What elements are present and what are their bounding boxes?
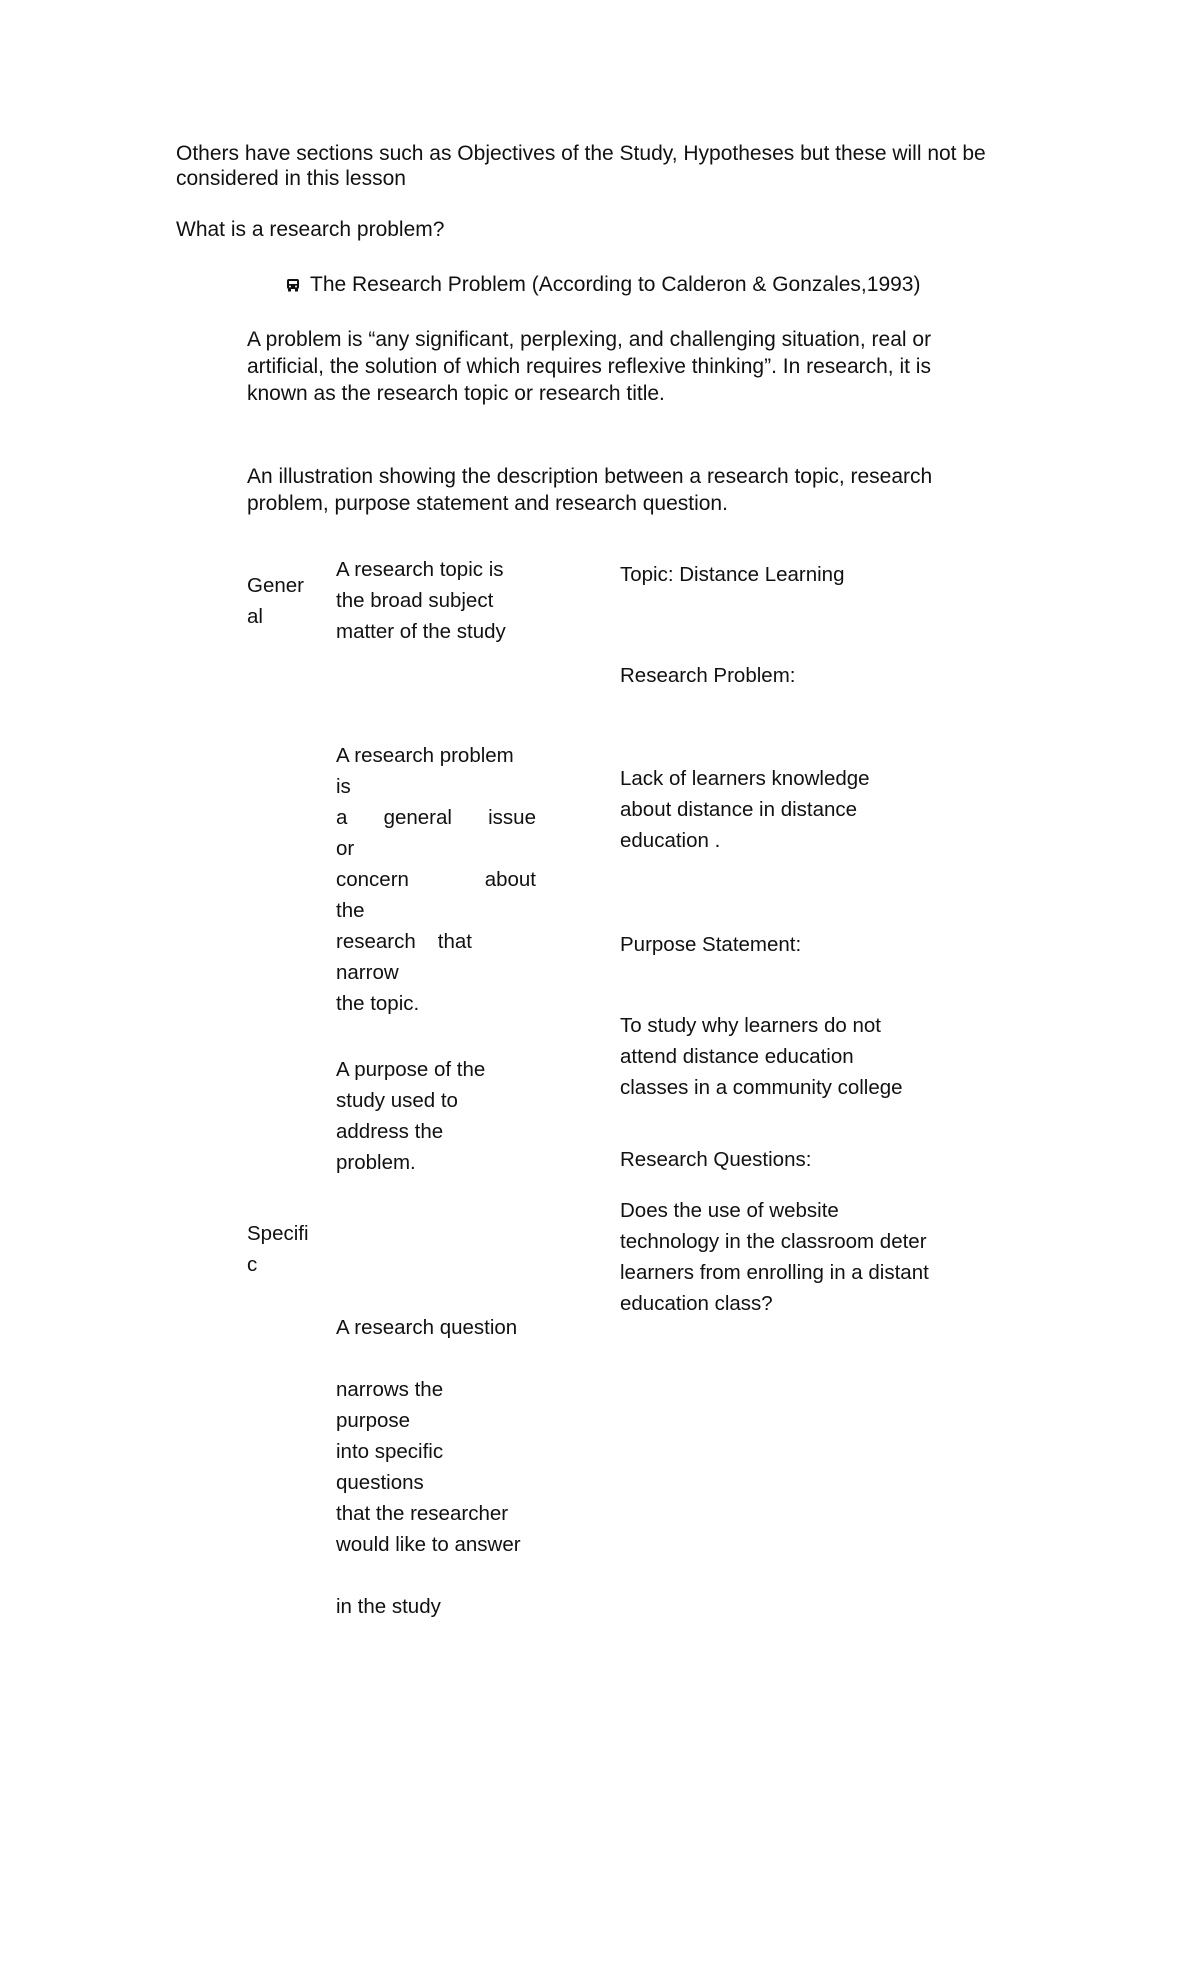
intro-paragraph: Others have sections such as Objectives of the Study, Hypotheses but these will not be considered in this lesson	[176, 142, 986, 190]
label-specific: Specifi c	[247, 1222, 309, 1276]
bus-bullet-icon	[286, 273, 300, 287]
topic-description: A research topic is the broad subject matter of the study	[336, 558, 506, 643]
research-problem-heading	[286, 272, 920, 298]
example-topic: Topic: Distance Learning	[620, 563, 845, 586]
question-description: A research question narrows the purpose into specific questions that the researcher would like to answer in the study	[336, 1316, 521, 1618]
section-question: What is a research problem?	[176, 218, 445, 241]
definition-paragraph: A problem is “any significant, perplexing, and challenging situation, real or artificial, the solution of which requires reflexive thinking”. In research, it is known as the research topic or research title.	[247, 328, 932, 405]
example-problem: Lack of learners knowledge about distance in distance education .	[620, 767, 870, 852]
problem-description: A research problem is a general issue or concern about the research that narrow the topic.	[336, 744, 536, 1015]
heading-text: The Research Problem (According to Calderon & Gonzales,1993)	[310, 273, 921, 296]
example-questions: Does the use of website technology in the classroom deter learners from enrolling in a distant education class?	[620, 1199, 929, 1315]
illustration-caption: An illustration showing the description between a research topic, research problem, purpose statement and research question.	[247, 465, 933, 515]
example-questions-heading: Research Questions:	[620, 1148, 812, 1171]
example-purpose-heading: Purpose Statement:	[620, 933, 802, 956]
example-purpose: To study why learners do not attend distance education classes in a community college	[620, 1014, 903, 1099]
purpose-description: A purpose of the study used to address the problem.	[336, 1058, 486, 1174]
example-problem-heading: Research Problem:	[620, 664, 796, 687]
label-general: Gener al	[247, 574, 304, 628]
